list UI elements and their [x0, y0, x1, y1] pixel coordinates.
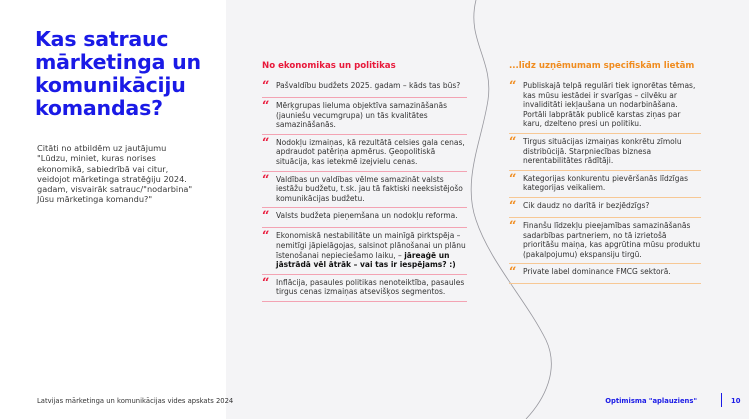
quote-text: Nodokļu izmaiņas, kā rezultātā celsies gala cenas, apdraudot patēriņa apmērus. Ģeopolitiskā situācija, kas ietekmē izejvielu cenas. — [276, 137, 465, 166]
quote-item — [262, 172, 467, 209]
quote-mark-icon: “ — [262, 275, 270, 291]
quote-mark-icon: “ — [509, 134, 517, 150]
quote-mark-icon: “ — [262, 209, 270, 225]
quote-text: Kategorijas konkurentu pievēršanās līdzīgas kategorijas veikaliem. — [523, 173, 689, 193]
quote-text: Inflācija, pasaules politikas nenoteiktība, pasaules tirgus cenas izmaiņas atsevišķos segmentos. — [276, 277, 465, 297]
quote-item — [262, 78, 467, 98]
quote-text: Valsts budžeta pieņemšana un nodokļu reforma. — [276, 211, 458, 221]
left-column-heading: No ekonomikas un politikas — [262, 61, 396, 71]
quote-mark-icon: “ — [509, 79, 517, 94]
quote-item — [262, 208, 467, 228]
quote-item — [509, 198, 701, 218]
quote-emphasis: jāreaģē un jāstrādā vēl ātrāk – vai tas ir iespējams? :) — [276, 250, 456, 270]
quote-mark-icon: “ — [262, 99, 270, 114]
quote-text: Valdības un valdības vēlme samazināt valsts iestāžu budžetu, t.sk. jau tā faktiski neeksistējošo komunikācijas budžetu. — [276, 174, 463, 203]
quote-mark-icon: “ — [262, 135, 270, 151]
quote-mark-icon: “ — [509, 265, 517, 281]
quote-mark-icon: “ — [509, 198, 517, 214]
quote-item — [509, 78, 701, 134]
footer-divider — [721, 393, 722, 407]
quote-text: Tirgus situācijas izmaiņas konkrētu zīmolu distribūcijā. Starpniecības biznesa nerentabilitātes rādītāji. — [523, 136, 682, 166]
quote-item — [509, 171, 701, 198]
quote-mark-icon: “ — [509, 218, 517, 234]
quote-item — [262, 135, 467, 172]
intro-text: Citāti no atbildēm uz jautājumu "Lūdzu, miniet, kuras norises ekonomikā, sabiedrībā vai citur, veidojot mārketinga stratēģiju 2024. gadam, visvairāk satrauc/"nodarbina" Jūsu mārketinga komandu?" — [37, 143, 193, 205]
quote-mark-icon: “ — [262, 229, 270, 245]
quote-mark-icon: “ — [262, 172, 270, 188]
quote-item — [509, 264, 701, 284]
quote-text: Mērķgrupas lieluma objektīva samazināšanās (jauniešu vecumgrupa) un tās kvalitātes samazināšanās. — [276, 101, 448, 130]
quote-text: Cik daudz no darītā ir bezjēdzīgs? — [523, 200, 650, 210]
quote-item — [509, 218, 701, 264]
quote-item — [509, 134, 701, 171]
quote-item — [262, 98, 467, 135]
quote-mark-icon: “ — [509, 171, 517, 187]
right-column-heading: ...līdz uzņēmumam specifiskām lietām — [509, 61, 695, 71]
quote-mark-icon: “ — [262, 79, 270, 94]
quote-item — [262, 275, 467, 302]
footer-report-title: Latvijas mārketinga un komunikācijas vides apskats 2024 — [37, 397, 234, 405]
footer-section-title: Optimisma "aplauziens" — [605, 397, 697, 405]
page-title: Kas satrauc mārketinga un komunikāciju komandas? — [35, 27, 201, 120]
left-column — [262, 60, 467, 302]
right-column — [509, 60, 701, 284]
quote-text: Publiskajā telpā regulāri tiek ignorētas tēmas, kas mūsu iestādei ir svarīgas – cilvēku ar invaliditāti iekļaušana un nodarbināšana. Portāli labprātāk publicē karstas ziņas par karu, dzelteno presi un politiku. — [523, 81, 696, 129]
quote-text: Private label dominance FMCG sektorā. — [523, 267, 671, 277]
left-quote-list — [262, 78, 467, 302]
quote-item — [262, 228, 467, 274]
quote-text: Ekonomiskā nestabilitāte un mainīgā pirktspēja – nemitīgi jāpielāgojas, salsinot plānošanai un plānu īstenošanai nepieciešamo laiku, – jāreaģē un jāstrādā vēl ātrāk – vai tas ir iespējams? :) — [276, 231, 466, 270]
right-quote-list — [509, 78, 701, 284]
quote-text: Finanšu līdzekļu pieejamības samazināšanās sadarbības partneriem, no tā izrietošā prioritāšu maiņa, kas apgrūtina mūsu produktu (pakalpojumu) ekspansiju tirgū. — [523, 220, 701, 259]
page-number: 10 — [731, 397, 741, 405]
quote-text: Pašvaldību budžets 2025. gadam – kāds tas būs? — [276, 81, 461, 90]
